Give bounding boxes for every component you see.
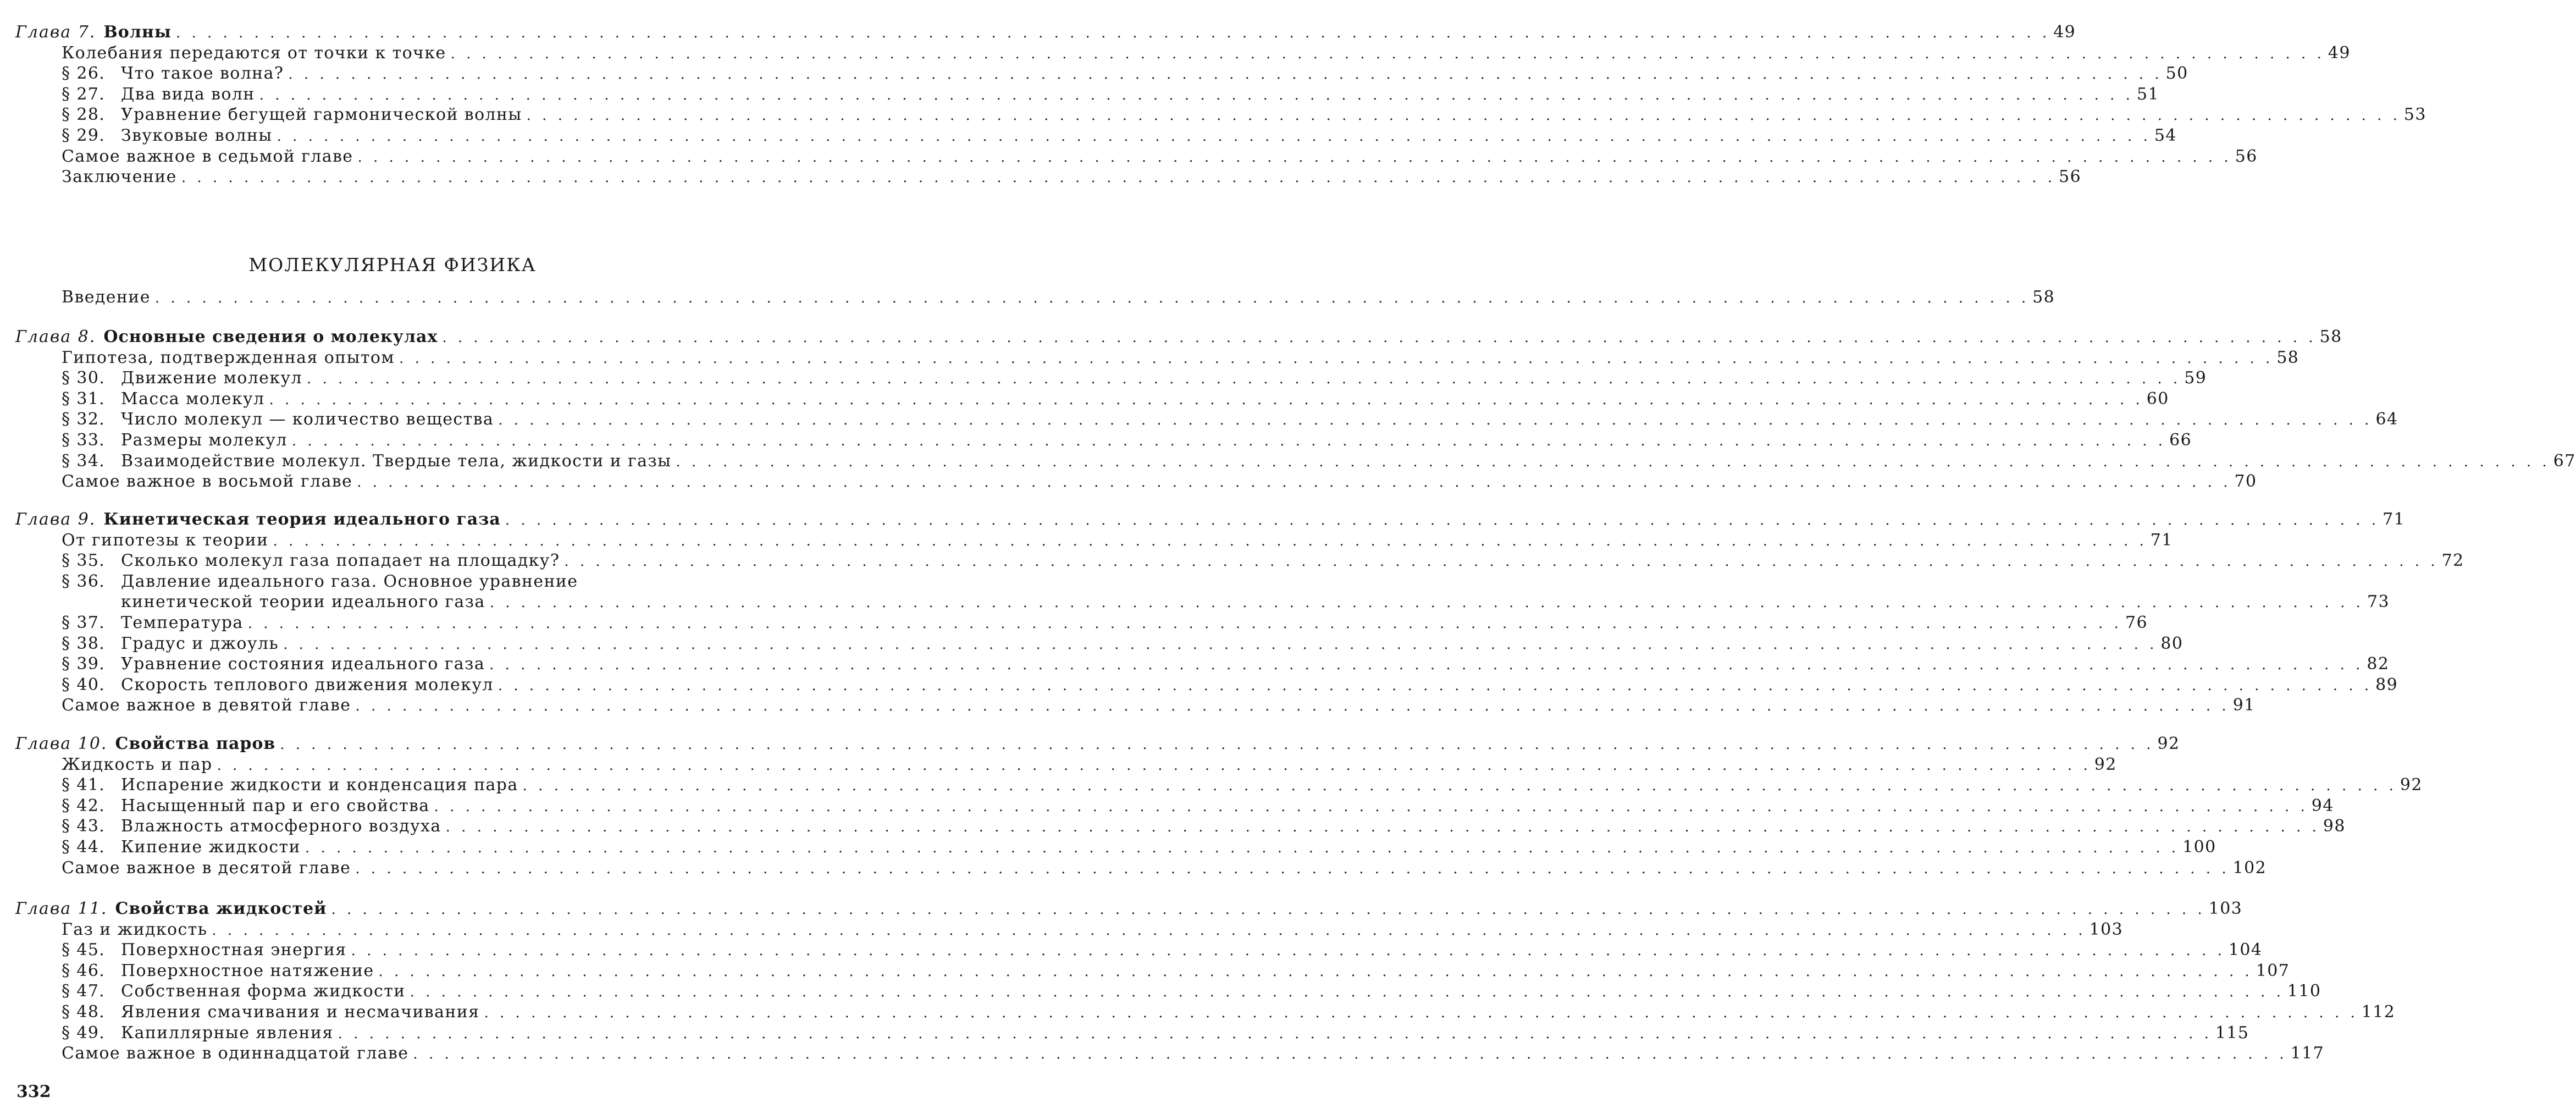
dot-leader: . . . . . . . . . . . . . . . . . . . . . . . . . . . . . . . . . . . . . . . . . . . . . . . . . . . . . . . . . . . . . . . . . . . . . . . . . . . . . . . . . . . . . . . . . . . . . . . . . . . . . . . . . . . . . . . . . . . . . . . .: [283, 636, 2158, 653]
dot-leader: . . . . . . . . . . . . . . . . . . . . . . . . . . . . . . . . . . . . . . . . . . . . . . . . . . . . . . . . . . . . . . . . . . . . . . . . . . . . . . . . . . . . . . . . . . . . . . . . . . . . . . . . . . . . . . . . . . . . . . . .: [338, 1025, 2212, 1042]
entry-label: [15, 734, 275, 754]
dot-leader: . . . . . . . . . . . . . . . . . . . . . . . . . . . . . . . . . . . . . . . . . . . . . . . . . . . . . . . . . . . . . . . . . . . . . . . . . . . . . . . . . . . . . . . . . . . . . . . . . . . . . . . . . . . . . . . . . . . . . . . .: [280, 736, 2154, 753]
entry-label: [62, 63, 284, 84]
entry-label: [62, 961, 374, 982]
toc-entry: [62, 695, 2256, 716]
page-ref: 58: [2319, 327, 2342, 346]
section-number: § 31.: [62, 389, 106, 409]
toc-entry: [62, 63, 2188, 85]
toc-entry: [62, 430, 2192, 451]
page-ref: 56: [2059, 167, 2082, 187]
section-number: § 27.: [62, 84, 106, 104]
dot-leader: . . . . . . . . . . . . . . . . . . . . . . . . . . . . . . . . . . . . . . . . . . . . . . . . . . . . . . . . . . . . . . . . . . . . . . . . . . . . . . . . . . . . . . . . . . . . . . . . . . . . . . . . . . . . . . . . . . . . . . . .: [288, 66, 2163, 83]
entry-text: Жидкость и пар: [62, 754, 213, 774]
entry-text-continued: кинетической теории идеального газа: [121, 592, 485, 612]
toc-entry: [62, 389, 2169, 410]
page-ref: 102: [2232, 858, 2267, 878]
entry-label: [62, 348, 395, 368]
dot-leader: . . . . . . . . . . . . . . . . . . . . . . . . . . . . . . . . . . . . . . . . . . . . . . . . . . . . . . . . . . . . . . . . . . . . . . . . . . . . . . . . . . . . . . . . . . . . . . . . . . . . . . . . . . . . . . . . . . . . . . . .: [522, 778, 2397, 795]
page-ref: 98: [2323, 817, 2346, 836]
toc-entry: [62, 1002, 2396, 1023]
dot-leader: . . . . . . . . . . . . . . . . . . . . . . . . . . . . . . . . . . . . . . . . . . . . . . . . . . . . . . . . . . . . . . . . . . . . . . . . . . . . . . . . . . . . . . . . . . . . . . . . . . . . . . . . . . . . . . . . . . . . . . . .: [291, 433, 2166, 449]
section-number: § 30.: [62, 368, 106, 388]
entry-label: [62, 471, 352, 492]
dot-leader: . . . . . . . . . . . . . . . . . . . . . . . . . . . . . . . . . . . . . . . . . . . . . . . . . . . . . . . . . . . . . . . . . . . . . . . . . . . . . . . . . . . . . . . . . . . . . . . . . . . . . . . . . . . . . . . . . . . . . . . .: [331, 901, 2205, 918]
entry-text: Самое важное в восьмой главе: [62, 472, 353, 492]
page-ref: 112: [2361, 1002, 2396, 1022]
toc-entry-line1: [62, 571, 578, 592]
entry-label: [62, 1043, 408, 1064]
page-ref: 117: [2290, 1044, 2325, 1063]
section-number: § 47.: [62, 982, 106, 1001]
entry-label: [62, 368, 302, 389]
toc-entry: [62, 633, 2183, 655]
dot-leader: . . . . . . . . . . . . . . . . . . . . . . . . . . . . . . . . . . . . . . . . . . . . . . . . . . . . . . . . . . . . . . . . . . . . . . . . . . . . . . . . . . . . . . . . . . . . . . . . . . . . . . . . . . . . . . . . . . . . . . . .: [410, 984, 2284, 1001]
entry-label: [62, 858, 351, 879]
page-ref: 107: [2256, 961, 2290, 980]
section-number: § 38.: [62, 633, 106, 653]
toc-entry: [62, 775, 2423, 796]
entry-text: Звуковые волны: [121, 126, 273, 145]
page-ref: 92: [2157, 734, 2180, 753]
page-ref: 71: [2382, 510, 2406, 529]
toc-entry: [62, 837, 2216, 858]
section-number: § 41.: [62, 775, 106, 795]
toc-entry: [62, 961, 2290, 982]
page-ref: 80: [2160, 633, 2183, 653]
page-ref: 104: [2228, 940, 2263, 960]
toc-entry: [62, 471, 2257, 493]
entry-label: [15, 22, 172, 43]
page-ref: 54: [2154, 126, 2177, 145]
toc-entry: [62, 613, 2148, 634]
entry-text: Самое важное в девятой главе: [62, 696, 351, 715]
dot-leader: . . . . . . . . . . . . . . . . . . . . . . . . . . . . . . . . . . . . . . . . . . . . . . . . . . . . . . . . . . . . . . . . . . . . . . . . . . . . . . . . . . . . . . . . . . . . . . . . . . . . . . . . . . . . . . . . . . . . . . . .: [306, 371, 2181, 388]
entry-text: Гипотеза, подтвержденная опытом: [62, 348, 395, 367]
section-number: § 44.: [62, 837, 106, 857]
dot-leader: . . . . . . . . . . . . . . . . . . . . . . . . . . . . . . . . . . . . . . . . . . . . . . . . . . . . . . . . . . . . . . . . . . . . . . . . . . . . . . . . . . . . . . . . . . . . . . . . . . . . . . . . . . . . . . . . . . . . . . . .: [489, 657, 2364, 674]
toc-entry: [62, 84, 2159, 106]
chapter-entry: [15, 327, 2342, 348]
section-number: § 32.: [62, 410, 106, 429]
entry-label: [62, 633, 279, 654]
chapter-label: Глава 9.: [15, 510, 96, 529]
section-number: § 42.: [62, 796, 106, 815]
entry-text: Собственная форма жидкости: [121, 982, 406, 1001]
section-number: § 36.: [62, 571, 106, 591]
entry-text: Сколько молекул газа попадает на площадку?: [121, 551, 560, 571]
section-number: § 46.: [62, 961, 106, 980]
toc-entry: [62, 167, 2082, 188]
toc-entry: [62, 919, 2124, 941]
section-number: § 45.: [62, 940, 106, 960]
entry-label: [62, 654, 485, 675]
toc-entry: [62, 530, 2173, 552]
dot-leader: . . . . . . . . . . . . . . . . . . . . . . . . . . . . . . . . . . . . . . . . . . . . . . . . . . . . . . . . . . . . . . . . . . . . . . . . . . . . . . . . . . . . . . . . . . . . . . . . . . . . . . . . . . . . . . . . . . . . . . . .: [212, 922, 2086, 939]
page-ref: 70: [2234, 472, 2257, 492]
dot-leader: . . . . . . . . . . . . . . . . . . . . . . . . . . . . . . . . . . . . . . . . . . . . . . . . . . . . . . . . . . . . . . . . . . . . . . . . . . . . . . . . . . . . . . . . . . . . . . . . . . . . . . . . . . . . . . . . . . . . . . . .: [351, 942, 2225, 960]
chapter-label: Глава 8.: [15, 327, 96, 346]
dot-leader: . . . . . . . . . . . . . . . . . . . . . . . . . . . . . . . . . . . . . . . . . . . . . . . . . . . . . . . . . . . . . . . . . . . . . . . . . . . . . . . . . . . . . . . . . . . . . . . . . . . . . . . . . . . . . . . . . . . . . . . .: [484, 1005, 2358, 1021]
entry-label: [62, 754, 212, 775]
toc-entry: [62, 675, 2398, 696]
toc-entry: [62, 592, 2390, 613]
chapter-title: Свойства паров: [115, 734, 276, 753]
dot-leader: . . . . . . . . . . . . . . . . . . . . . . . . . . . . . . . . . . . . . . . . . . . . . . . . . . . . . . . . . . . . . . . . . . . . . . . . . . . . . . . . . . . . . . . . . . . . . . . . . . . . . . . . . . . . . . . . . . . . . . . .: [357, 148, 2232, 166]
toc-entry: [62, 104, 2426, 126]
toc-entry: [62, 451, 2576, 472]
entry-label: [15, 898, 327, 919]
section-number: § 48.: [62, 1002, 106, 1022]
chapter-entry: [15, 898, 2243, 920]
page-ref: 91: [2232, 696, 2256, 715]
chapter-title: Свойства жидкостей: [115, 899, 327, 918]
entry-label: [15, 509, 501, 530]
section-number: § 33.: [62, 431, 106, 450]
toc-entry: [62, 125, 2177, 147]
dot-leader: . . . . . . . . . . . . . . . . . . . . . . . . . . . . . . . . . . . . . . . . . . . . . . . . . . . . . . . . . . . . . . . . . . . . . . . . . . . . . . . . . . . . . . . . . . . . . . . . . . . . . . . . . . . . . . . . . . . . . . . .: [489, 594, 2364, 611]
entry-text: Число молекул — количество вещества: [121, 410, 494, 429]
page-ref: 49: [2053, 23, 2076, 42]
entry-label: [62, 940, 347, 961]
chapter-entry: [15, 509, 2406, 531]
entry-label: [62, 1002, 479, 1023]
section-number: § 37.: [62, 613, 106, 632]
dot-leader: . . . . . . . . . . . . . . . . . . . . . . . . . . . . . . . . . . . . . . . . . . . . . . . . . . . . . . . . . . . . . . . . . . . . . . . . . . . . . . . . . . . . . . . . . . . . . . . . . . . . . . . . . . . . . . . . . . . . . . . .: [526, 107, 2401, 124]
entry-label: [62, 592, 485, 613]
page-ref: 53: [2403, 105, 2426, 125]
toc-entry: [62, 348, 2299, 369]
dot-leader: . . . . . . . . . . . . . . . . . . . . . . . . . . . . . . . . . . . . . . . . . . . . . . . . . . . . . . . . . . . . . . . . . . . . . . . . . . . . . . . . . . . . . . . . . . . . . . . . . . . . . . . . . . . . . . . . . . . . . . . .: [355, 860, 2230, 877]
entry-label: [62, 816, 441, 837]
dot-leader: . . . . . . . . . . . . . . . . . . . . . . . . . . . . . . . . . . . . . . . . . . . . . . . . . . . . . . . . . . . . . . . . . . . . . . . . . . . . . . . . . . . . . . . . . . . . . . . . . . . . . . . . . . . . . . . . . . . . . . . .: [378, 963, 2253, 980]
entry-text: Капиллярные явления: [121, 1023, 334, 1043]
dot-leader: . . . . . . . . . . . . . . . . . . . . . . . . . . . . . . . . . . . . . . . . . . . . . . . . . . . . . . . . . . . . . . . . . . . . . . . . . . . . . . . . . . . . . . . . . . . . . . . . . . . . . . . . . . . . . . . . . . . . . . . .: [676, 453, 2550, 470]
toc-entry: [62, 858, 2267, 879]
dot-leader: . . . . . . . . . . . . . . . . . . . . . . . . . . . . . . . . . . . . . . . . . . . . . . . . . . . . . . . . . . . . . . . . . . . . . . . . . . . . . . . . . . . . . . . . . . . . . . . . . . . . . . . . . . . . . . . . . . . . . . . .: [413, 1046, 2287, 1063]
section-number: § 43.: [62, 817, 106, 836]
page-ref: 89: [2375, 675, 2398, 694]
dot-leader: . . . . . . . . . . . . . . . . . . . . . . . . . . . . . . . . . . . . . . . . . . . . . . . . . . . . . . . . . . . . . . . . . . . . . . . . . . . . . . . . . . . . . . . . . . . . . . . . . . . . . . . . . . . . . . . . . . . . . . . .: [181, 169, 2056, 186]
toc-entry: [62, 43, 2351, 64]
entry-text: Поверхностное натяжение: [121, 961, 374, 980]
entry-text: Уравнение состояния идеального газа: [121, 654, 485, 674]
entry-label: [62, 389, 265, 410]
page-ref: 58: [2032, 288, 2055, 307]
chapter-entry: [15, 22, 2076, 43]
entry-label: [62, 430, 288, 451]
entry-label: [62, 409, 494, 430]
entry-label: [62, 530, 269, 551]
toc-entry: [62, 754, 2117, 776]
toc-entry: [62, 368, 2207, 389]
entry-label: [62, 125, 273, 146]
dot-leader: . . . . . . . . . . . . . . . . . . . . . . . . . . . . . . . . . . . . . . . . . . . . . . . . . . . . . . . . . . . . . . . . . . . . . . . . . . . . . . . . . . . . . . . . . . . . . . . . . . . . . . . . . . . . . . . . . . . . . . . .: [217, 757, 2091, 774]
dot-leader: . . . . . . . . . . . . . . . . . . . . . . . . . . . . . . . . . . . . . . . . . . . . . . . . . . . . . . . . . . . . . . . . . . . . . . . . . . . . . . . . . . . . . . . . . . . . . . . . . . . . . . . . . . . . . . . . . . . . . . . .: [434, 798, 2308, 815]
page-ref: 50: [2165, 64, 2188, 84]
toc-entry: [62, 409, 2398, 431]
toc-entry: [62, 796, 2334, 817]
section-number: § 35.: [62, 551, 106, 571]
entry-text: Движение молекул: [121, 368, 302, 388]
page-ref: 92: [2400, 775, 2423, 795]
toc-entry: [62, 146, 2258, 168]
entry-text: Колебания передаются от точки к точке: [62, 43, 446, 63]
page-ref: 58: [2276, 348, 2299, 367]
entry-text: Кипение жидкости: [121, 837, 301, 857]
chapter-title: Основные сведения о молекулах: [103, 327, 438, 346]
page-ref: 92: [2094, 754, 2117, 774]
entry-text: Скорость теплового движения молекул: [121, 675, 494, 694]
dot-leader: . . . . . . . . . . . . . . . . . . . . . . . . . . . . . . . . . . . . . . . . . . . . . . . . . . . . . . . . . . . . . . . . . . . . . . . . . . . . . . . . . . . . . . . . . . . . . . . . . . . . . . . . . . . . . . . . . . . . . . . .: [505, 512, 2380, 528]
toc-entry: [62, 1043, 2325, 1065]
chapter-entry: [15, 734, 2180, 755]
page-ref: 71: [2150, 530, 2173, 550]
page-ref: 67: [2553, 451, 2576, 471]
entry-label: [62, 167, 177, 188]
page-ref: 49: [2328, 43, 2351, 63]
page-ref: 51: [2136, 84, 2159, 104]
section-number: § 49.: [62, 1023, 106, 1043]
section-heading: МОЛЕКУЛЯРНАЯ ФИЗИКА: [248, 254, 537, 275]
entry-text: Самое важное в одиннадцатой главе: [62, 1044, 409, 1063]
entry-text: Поверхностная энергия: [121, 940, 347, 960]
entry-text: Газ и жидкость: [62, 919, 208, 939]
page-ref: 64: [2375, 410, 2398, 429]
dot-leader: . . . . . . . . . . . . . . . . . . . . . . . . . . . . . . . . . . . . . . . . . . . . . . . . . . . . . . . . . . . . . . . . . . . . . . . . . . . . . . . . . . . . . . . . . . . . . . . . . . . . . . . . . . . . . . . . . . . . . . . .: [355, 698, 2230, 715]
page-ref: 110: [2287, 982, 2321, 1001]
section-number: § 40.: [62, 675, 106, 694]
entry-label: [62, 775, 518, 796]
entry-label: [62, 1023, 334, 1044]
dot-leader: . . . . . . . . . . . . . . . . . . . . . . . . . . . . . . . . . . . . . . . . . . . . . . . . . . . . . . . . . . . . . . . . . . . . . . . . . . . . . . . . . . . . . . . . . . . . . . . . . . . . . . . . . . . . . . . . . . . . . . . .: [259, 86, 2133, 103]
entry-label: [15, 327, 438, 348]
entry-text: Явления смачивания и несмачивания: [121, 1002, 480, 1022]
entry-label: [62, 451, 671, 472]
page-ref: 56: [2235, 146, 2258, 166]
page-number: 332: [16, 1082, 51, 1101]
entry-text: Влажность атмосферного воздуха: [121, 817, 441, 836]
dot-leader: . . . . . . . . . . . . . . . . . . . . . . . . . . . . . . . . . . . . . . . . . . . . . . . . . . . . . . . . . . . . . . . . . . . . . . . . . . . . . . . . . . . . . . . . . . . . . . . . . . . . . . . . . . . . . . . . . . . . . . . .: [273, 532, 2147, 549]
toc-entry: [62, 940, 2263, 961]
page-ref: 76: [2125, 613, 2148, 632]
dot-leader: . . . . . . . . . . . . . . . . . . . . . . . . . . . . . . . . . . . . . . . . . . . . . . . . . . . . . . . . . . . . . . . . . . . . . . . . . . . . . . . . . . . . . . . . . . . . . . . . . . . . . . . . . . . . . . . . . . . . . . . .: [305, 840, 2180, 856]
toc-entry: [62, 1023, 2249, 1044]
chapter-label: Глава 11.: [15, 899, 108, 918]
page-ref: 94: [2311, 796, 2334, 815]
entry-text: Заключение: [62, 167, 177, 187]
dot-leader: . . . . . . . . . . . . . . . . . . . . . . . . . . . . . . . . . . . . . . . . . . . . . . . . . . . . . . . . . . . . . . . . . . . . . . . . . . . . . . . . . . . . . . . . . . . . . . . . . . . . . . . . . . . . . . . . . . . . . . . .: [399, 350, 2274, 367]
dot-leader: . . . . . . . . . . . . . . . . . . . . . . . . . . . . . . . . . . . . . . . . . . . . . . . . . . . . . . . . . . . . . . . . . . . . . . . . . . . . . . . . . . . . . . . . . . . . . . . . . . . . . . . . . . . . . . . . . . . . . . . .: [450, 45, 2325, 62]
chapter-label: Глава 10.: [15, 734, 108, 753]
entry-text: Уравнение бегущей гармонической волны: [121, 105, 522, 125]
chapter-title: Волны: [103, 23, 172, 42]
page-ref: 103: [2208, 899, 2243, 918]
entry-text: Взаимодействие молекул. Твердые тела, жидкости и газы: [121, 451, 672, 471]
entry-text: Размеры молекул: [121, 431, 288, 450]
entry-label: [62, 43, 446, 64]
page-ref: 72: [2441, 551, 2464, 571]
entry-label: [62, 287, 151, 308]
dot-leader: . . . . . . . . . . . . . . . . . . . . . . . . . . . . . . . . . . . . . . . . . . . . . . . . . . . . . . . . . . . . . . . . . . . . . . . . . . . . . . . . . . . . . . . . . . . . . . . . . . . . . . . . . . . . . . . . . . . . . . . .: [277, 128, 2151, 145]
entry-label: [62, 84, 255, 105]
entry-label: [62, 837, 301, 858]
entry-text: Давление идеального газа. Основное уравнение: [121, 571, 578, 591]
section-number: § 29.: [62, 126, 106, 145]
entry-text: Введение: [62, 288, 151, 307]
page-ref: 115: [2215, 1023, 2249, 1043]
entry-label: [62, 613, 244, 633]
toc-entry: [62, 654, 2390, 675]
page-ref: 82: [2367, 654, 2390, 674]
entry-text: Градус и джоуль: [121, 633, 279, 653]
entry-text: Насыщенный пар и его свойства: [121, 796, 430, 815]
dot-leader: . . . . . . . . . . . . . . . . . . . . . . . . . . . . . . . . . . . . . . . . . . . . . . . . . . . . . . . . . . . . . . . . . . . . . . . . . . . . . . . . . . . . . . . . . . . . . . . . . . . . . . . . . . . . . . . . . . . . . . . .: [497, 677, 2373, 694]
dot-leader: . . . . . . . . . . . . . . . . . . . . . . . . . . . . . . . . . . . . . . . . . . . . . . . . . . . . . . . . . . . . . . . . . . . . . . . . . . . . . . . . . . . . . . . . . . . . . . . . . . . . . . . . . . . . . . . . . . . . . . . .: [498, 412, 2373, 429]
page-ref: 59: [2184, 368, 2207, 388]
page-ref: 73: [2367, 592, 2390, 612]
chapter-label: Глава 7.: [15, 23, 96, 42]
section-number: § 34.: [62, 451, 106, 471]
entry-text: Что такое волна?: [121, 64, 284, 84]
entry-text: Испарение жидкости и конденсация пара: [121, 775, 518, 795]
page-ref: 66: [2169, 431, 2192, 450]
dot-leader: . . . . . . . . . . . . . . . . . . . . . . . . . . . . . . . . . . . . . . . . . . . . . . . . . . . . . . . . . . . . . . . . . . . . . . . . . . . . . . . . . . . . . . . . . . . . . . . . . . . . . . . . . . . . . . . . . . . . . . . .: [154, 290, 2030, 306]
page-ref: 100: [2182, 837, 2216, 857]
section-number: § 26.: [62, 64, 106, 84]
entry-text: Самое важное в седьмой главе: [62, 146, 353, 166]
entry-text: От гипотезы к теории: [62, 530, 269, 550]
entry-label: [62, 796, 430, 817]
entry-text: Два вида волн: [121, 84, 255, 104]
dot-leader: . . . . . . . . . . . . . . . . . . . . . . . . . . . . . . . . . . . . . . . . . . . . . . . . . . . . . . . . . . . . . . . . . . . . . . . . . . . . . . . . . . . . . . . . . . . . . . . . . . . . . . . . . . . . . . . . . . . . . . . .: [442, 329, 2317, 346]
entry-label: [62, 104, 522, 125]
chapter-title: Кинетическая теория идеального газа: [103, 510, 501, 529]
entry-label: [62, 675, 494, 696]
entry-label: [62, 695, 351, 716]
dot-leader: . . . . . . . . . . . . . . . . . . . . . . . . . . . . . . . . . . . . . . . . . . . . . . . . . . . . . . . . . . . . . . . . . . . . . . . . . . . . . . . . . . . . . . . . . . . . . . . . . . . . . . . . . . . . . . . . . . . . . . . .: [564, 553, 2439, 570]
dot-leader: . . . . . . . . . . . . . . . . . . . . . . . . . . . . . . . . . . . . . . . . . . . . . . . . . . . . . . . . . . . . . . . . . . . . . . . . . . . . . . . . . . . . . . . . . . . . . . . . . . . . . . . . . . . . . . . . . . . . . . . .: [269, 391, 2143, 408]
entry-label: [62, 146, 353, 167]
toc-entry: [62, 816, 2346, 837]
dot-leader: . . . . . . . . . . . . . . . . . . . . . . . . . . . . . . . . . . . . . . . . . . . . . . . . . . . . . . . . . . . . . . . . . . . . . . . . . . . . . . . . . . . . . . . . . . . . . . . . . . . . . . . . . . . . . . . . . . . . . . . .: [445, 819, 2320, 836]
entry-text: Масса молекул: [121, 389, 265, 409]
entry-text: Самое важное в десятой главе: [62, 858, 351, 878]
toc-entry: [62, 550, 2464, 572]
dot-leader: . . . . . . . . . . . . . . . . . . . . . . . . . . . . . . . . . . . . . . . . . . . . . . . . . . . . . . . . . . . . . . . . . . . . . . . . . . . . . . . . . . . . . . . . . . . . . . . . . . . . . . . . . . . . . . . . . . . . . . . .: [175, 25, 2050, 41]
section-number: § 39.: [62, 654, 106, 674]
toc-entry: [62, 981, 2321, 1002]
section-number: § 28.: [62, 105, 106, 125]
dot-leader: . . . . . . . . . . . . . . . . . . . . . . . . . . . . . . . . . . . . . . . . . . . . . . . . . . . . . . . . . . . . . . . . . . . . . . . . . . . . . . . . . . . . . . . . . . . . . . . . . . . . . . . . . . . . . . . . . . . . . . . .: [247, 615, 2122, 632]
entry-label: [62, 919, 207, 940]
entry-label: [62, 981, 406, 1002]
page-ref: 60: [2146, 389, 2169, 409]
entry-text: Температура: [121, 613, 244, 632]
intro-entry: [62, 287, 2055, 308]
page-ref: 103: [2089, 919, 2124, 939]
entry-label: [62, 550, 560, 571]
dot-leader: . . . . . . . . . . . . . . . . . . . . . . . . . . . . . . . . . . . . . . . . . . . . . . . . . . . . . . . . . . . . . . . . . . . . . . . . . . . . . . . . . . . . . . . . . . . . . . . . . . . . . . . . . . . . . . . . . . . . . . . .: [357, 474, 2231, 491]
